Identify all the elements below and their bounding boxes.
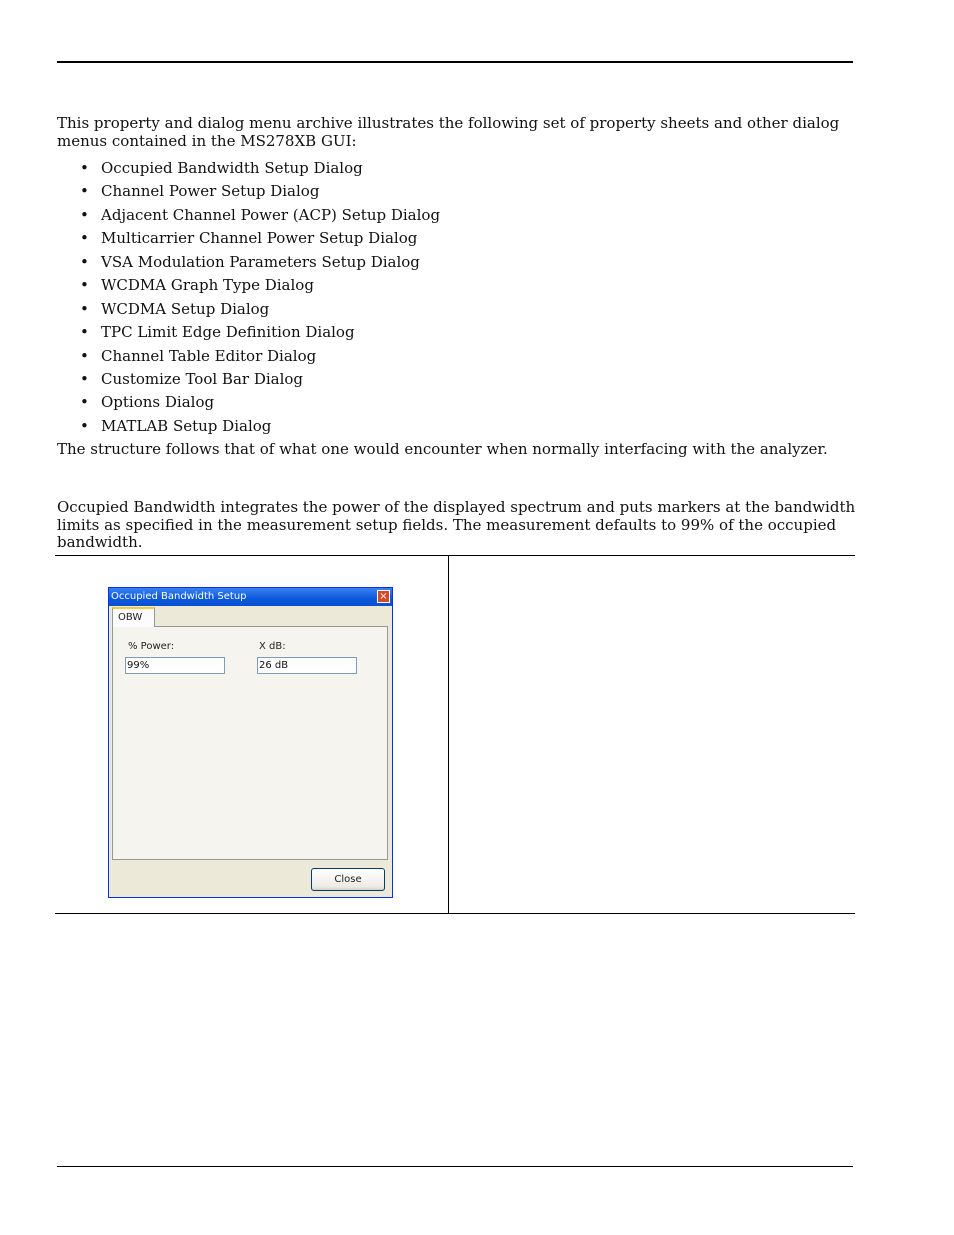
list-item-text: Adjacent Channel Power (ACP) Setup Dialog	[101, 205, 441, 224]
list-item	[57, 418, 440, 441]
obw-description: Occupied Bandwidth integrates the power of the displayed spectrum and puts markers at the bandwidth limits as specified in the measurement setup fields. The measurement defaults to 99% of the occupied bandwidth.	[57, 498, 856, 551]
dialog-title: Occupied Bandwidth Setup	[111, 591, 247, 602]
bullet-icon: •	[80, 252, 89, 271]
tab-obw-label: OBW	[118, 612, 143, 623]
bullet-icon: •	[80, 159, 89, 177]
close-button[interactable]: Close	[311, 868, 385, 891]
bullet-icon: •	[80, 276, 89, 295]
list-item-text: TPC Limit Edge Definition Dialog	[101, 323, 355, 342]
dialog-titlebar[interactable]	[109, 588, 392, 606]
footer-rule	[57, 1166, 853, 1167]
close-icon[interactable]: ×	[377, 590, 390, 603]
list-item-text: WCDMA Setup Dialog	[101, 299, 270, 318]
intro-paragraph: This property and dialog menu archive illustrates the following set of property sheets and other dialog menus contained in the MS278XB GUI:	[57, 114, 840, 150]
figure-bottom-rule	[55, 913, 855, 914]
list-item	[57, 183, 440, 206]
dialog-list	[57, 160, 440, 441]
list-item-text: Channel Power Setup Dialog	[101, 182, 320, 201]
bullet-icon: •	[80, 416, 89, 435]
list-item	[57, 348, 440, 371]
list-item-text: WCDMA Graph Type Dialog	[101, 276, 314, 295]
power-label: % Power:	[128, 641, 175, 652]
list-item-text: Channel Table Editor Dialog	[101, 346, 317, 365]
occupied-bandwidth-setup-dialog	[108, 587, 393, 898]
bullet-icon: •	[80, 205, 89, 224]
list-item	[57, 324, 440, 347]
list-item-text: VSA Modulation Parameters Setup Dialog	[101, 252, 420, 271]
list-item	[57, 301, 440, 324]
list-item-text: Multicarrier Channel Power Setup Dialog	[101, 229, 418, 248]
bullet-icon: •	[80, 323, 89, 342]
list-item-text: Occupied Bandwidth Setup Dialog	[101, 159, 363, 177]
figure-column-divider	[448, 555, 449, 914]
list-item	[57, 394, 440, 417]
bullet-icon: •	[80, 393, 89, 412]
tab-obw[interactable]	[112, 607, 155, 627]
list-item	[57, 207, 440, 230]
power-input[interactable]: 99%	[125, 657, 225, 674]
list-item-text: Customize Tool Bar Dialog	[101, 369, 304, 388]
list-item	[57, 371, 440, 394]
xdb-input[interactable]: 26 dB	[257, 657, 357, 674]
list-item	[57, 160, 440, 183]
list-item-text: MATLAB Setup Dialog	[101, 416, 272, 435]
xdb-label: X dB:	[259, 641, 286, 652]
bullet-icon: •	[80, 182, 89, 201]
header-rule	[57, 61, 853, 63]
list-item	[57, 230, 440, 253]
list-item-text: Options Dialog	[101, 393, 215, 412]
bullet-icon: •	[80, 346, 89, 365]
list-item	[57, 277, 440, 300]
bullet-icon: •	[80, 229, 89, 248]
figure-top-rule	[55, 555, 855, 556]
list-item	[57, 254, 440, 277]
structure-paragraph: The structure follows that of what one would encounter when normally interfacing with the analyzer.	[57, 440, 828, 458]
bullet-icon: •	[80, 369, 89, 388]
bullet-icon: •	[80, 299, 89, 318]
